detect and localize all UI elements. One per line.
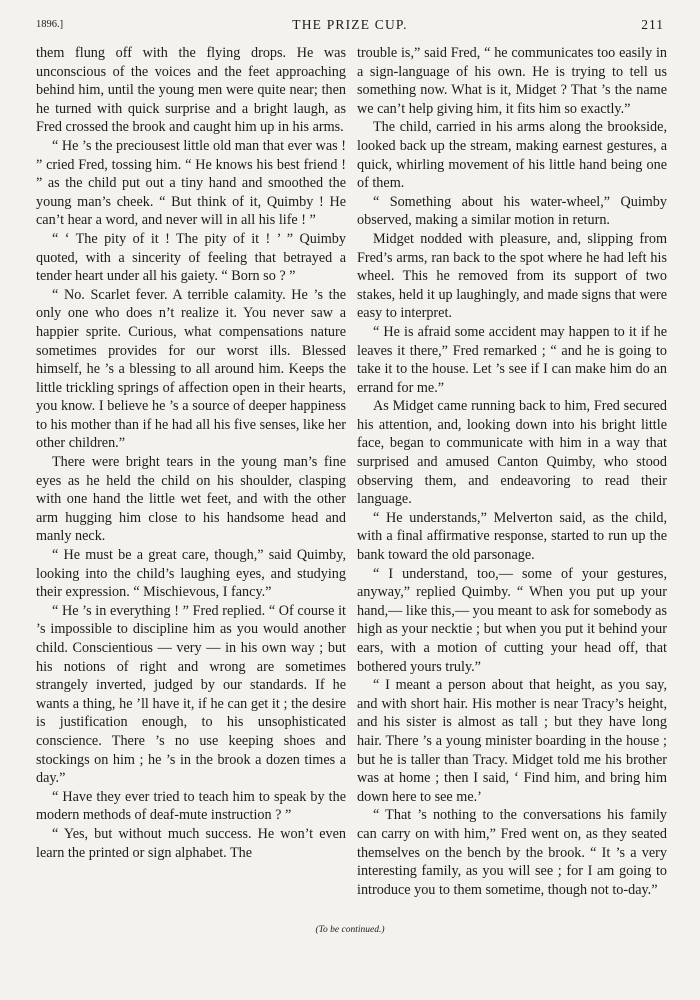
- running-head: [36, 18, 664, 34]
- right-column: [357, 44, 667, 899]
- paragraph: As Midget came running back to him, Fred secured his attention, and, looking down into his bright little face, began to communicate with him in a way that surprised and amused Canton Quimby, who stood observing them, and endeavoring to read their language.: [357, 398, 667, 508]
- to-be-continued-note: (To be continued.): [315, 925, 385, 935]
- header-title: THE PRIZE CUP.: [292, 17, 408, 32]
- paragraph: “ He ’s the preciousest little old man that ever was ! ” cried Fred, tossing him. “ He knows his best friend ! ” as the child put out a tiny hand and smoothed the young man’s cheek. “ But think of it, Quimby ! He can’t hear a word, and never will in all his life ! ”: [36, 137, 346, 229]
- paragraph: “ ‘ The pity of it ! The pity of it ! ’ ” Quimby quoted, with a sincerity of feeling that betrayed a tender heart under all his gaiety. “ Born so ? ”: [36, 230, 346, 285]
- paragraph: “ No. Scarlet fever. A terrible calamity. He ’s the only one who does n’t realize it. You never saw a happier sprite. Curious, what compensations nature sometimes provides for our worst ills. Blessed himself, he ’s a blessing to all around him. Keeps the little trickling springs of affection open in their hearts, you know. I believe he ’s a source of deeper happiness to his mother than if he had all his five senses, like her other children.”: [36, 286, 346, 452]
- paragraph: There were bright tears in the young man’s fine eyes as he held the child on his shoulder, clasping with one hand the little wet feet, and with the other arm hugging him close to his handsome head and manly neck.: [36, 454, 346, 545]
- page-number: 211: [641, 17, 664, 32]
- paragraph: “ He must be a great care, though,” said Quimby, looking into the child’s laughing eyes, and studying their expression. “ Mischievous, I fancy.”: [36, 547, 346, 601]
- paragraph: “ I understand, too,— some of your gestures, anyway,” replied Quimby. “ When you put up your hand,— like this,— you meant to ask for somebody as high as your necktie ; but when you put it behind your ears, with a motion of cutting your head off, that bothered yours truly.”: [357, 565, 667, 675]
- paragraph: “ He understands,” Melverton said, as the child, with a final affirmative response, started to run up the bank toward the old parsonage.: [357, 509, 667, 564]
- paragraph: “ Something about his water-wheel,” Quimby observed, making a similar motion in return.: [357, 193, 667, 229]
- paragraph: “ That ’s nothing to the conversations his family can carry on with him,” Fred went on, as they seated themselves on the bench by the brook. “ It ’s a very interesting family, as you will see ; for I am going to introduce you to them sometime, though not to-day.”: [357, 807, 667, 898]
- paragraph: trouble is,” said Fred, “ he communicates too easily in a sign-language of his own. He is trying to tell us something now. What is it, Midget ? That ’s the name we can’t help giving him, it fits him so exactly.”: [357, 45, 667, 117]
- paragraph: Midget nodded with pleasure, and, slipping from Fred’s arms, ran back to the spot where he had left his wheel. This he removed from its support of two stakes, held it up laughingly, and made signs that were easy to interpret.: [357, 230, 667, 322]
- paragraph: “ He is afraid some accident may happen to it if he leaves it there,” Fred remarked ; “ and he is going to take it to the house. Let ’s see if I can make him do an errand for me.”: [357, 323, 667, 396]
- left-column: [36, 44, 346, 862]
- paragraph: “ He ’s in everything ! ” Fred replied. “ Of course it ’s impossible to discipline him as you would another child. Conscientious — very — in his own way ; but his notions of right and wrong are sometimes strangely inverted, judged by our standards. If he wants a thing, he ’ll have it, if he can get it ; the desire is justification enough, to his unsophisticated conscience. There ’s no use keeping shoes and stockings on him ; he ’s in the brook a dozen times a day.”: [36, 602, 346, 787]
- header-year: 1896.]: [36, 19, 64, 30]
- paragraph: “ I meant a person about that height, as you say, and with short hair. His mother is near Tracy’s height, and his sister is almost as tall ; but they have long hair. There ’s a young minister boarding in the house ; but he is taller than Tracy. Midget told me his brother was at home ; then I said, ‘ Find him, and bring him down here to see me.’: [357, 677, 667, 805]
- paragraph: The child, carried in his arms along the brookside, looked back up the stream, making earnest gestures, a quick, whirling movement of his little hand being one of them.: [357, 119, 667, 192]
- paragraph: “ Yes, but without much success. He won’t even learn the printed or sign alphabet. The: [36, 825, 346, 861]
- paragraph: “ Have they ever tried to teach him to speak by the modern methods of deaf-mute instruction ? ”: [36, 788, 346, 824]
- paragraph: them flung off with the flying drops. He was unconscious of the voices and the feet approaching behind him, until the young men were quite near; then he turned with quick surprise and a bright laugh, as Fred crossed the brook and caught him up in his arms.: [36, 45, 346, 136]
